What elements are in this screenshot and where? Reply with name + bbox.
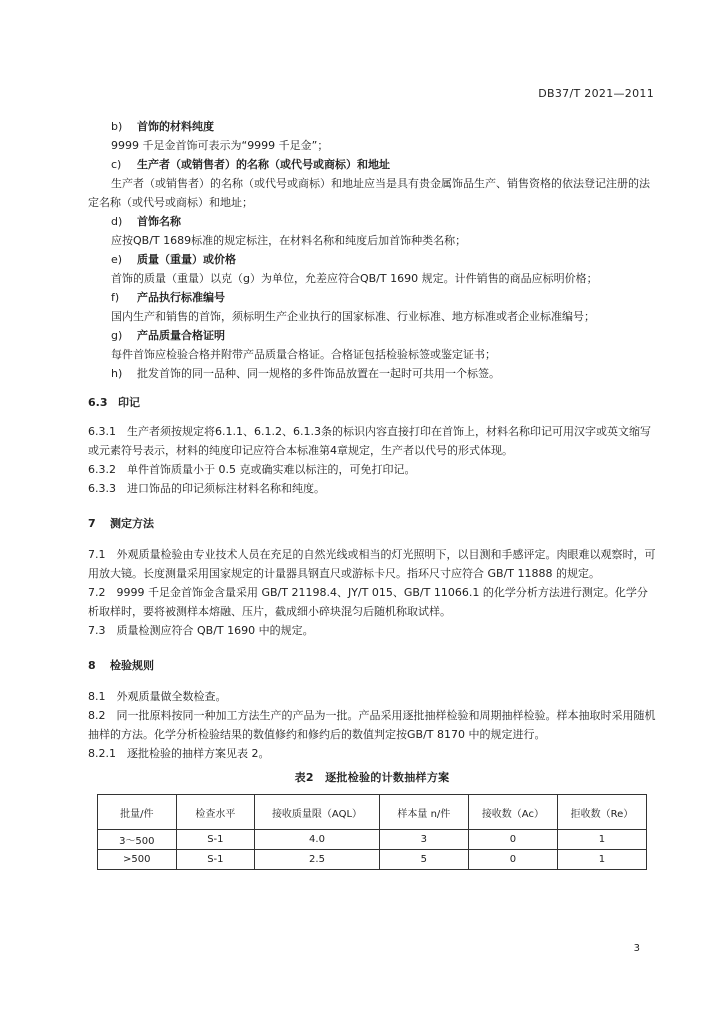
table-cell: 1 xyxy=(557,850,646,870)
table-header-row xyxy=(98,795,647,830)
table-header-cell: 批量/件 xyxy=(98,795,177,830)
table-cell: 5 xyxy=(379,850,468,870)
list-item-f: f) 产品执行标准编号 xyxy=(111,291,225,304)
table-cell: S-1 xyxy=(176,830,255,850)
list-text-f: 国内生产和销售的首饰，须标明生产企业执行的国家标准、行业标准、地方标准或者企业标准编号； xyxy=(111,310,595,323)
table-title: 表2 逐批检验的计数抽样方案 xyxy=(294,771,450,784)
section-heading-8: 8 检验规则 xyxy=(88,659,154,672)
table-header-cell: 接收数（Ac） xyxy=(468,795,557,830)
clause-8-2-1: 8.2.1 逐批检验的抽样方案见表 2。 xyxy=(88,747,270,760)
section-heading-7: 7 测定方法 xyxy=(88,517,154,530)
table-cell: 4.0 xyxy=(255,830,380,850)
list-text-b: 9999 千足金首饰可表示为“9999 千足金”； xyxy=(111,139,329,152)
list-text-c: 生产者（或销售者）的名称（或代号或商标）和地址应当是具有贵金属饰品生产、销售资格的依法登记注册的法定名称（或代号或商标）和地址； xyxy=(88,177,650,209)
list-item-b: b) 首饰的材料纯度 xyxy=(111,120,214,133)
table-header-cell: 检查水平 xyxy=(176,795,255,830)
section-heading-6-3: 6.3 印记 xyxy=(88,396,140,409)
table-cell: 2.5 xyxy=(255,850,380,870)
table-row xyxy=(98,850,647,870)
table-cell: 1 xyxy=(557,830,646,850)
table-cell: 3～500 xyxy=(98,830,177,850)
table-header-cell: 样本量 n/件 xyxy=(379,795,468,830)
table-cell: S-1 xyxy=(176,850,255,870)
page-number: 3 xyxy=(633,943,640,954)
clause-8-1: 8.1 外观质量做全数检查。 xyxy=(88,690,227,703)
document-code: DB37/T 2021—2011 xyxy=(538,87,654,100)
page-content xyxy=(88,117,656,870)
list-text-g: 每件首饰应检验合格并附带产品质量合格证。合格证包括检验标签或鉴定证书； xyxy=(111,348,496,361)
table-cell: 0 xyxy=(468,850,557,870)
clause-6-3-2: 6.3.2 单件首饰质量小于 0.5 克或确实难以标注的，可免打印记。 xyxy=(88,463,416,476)
clause-7-1: 7.1 外观质量检验由专业技术人员在充足的自然光线或相当的灯光照明下，以目测和手感评定。肉眼难以观察时，可用放大镜。长度测量采用国家规定的计量器具钢直尺或游标卡尺。指环尺寸应符合 GB/T 11888 的规定。 xyxy=(88,548,656,580)
table-header-cell: 接收质量限（AQL） xyxy=(255,795,380,830)
clause-6-3-3: 6.3.3 进口饰品的印记须标注材料名称和纯度。 xyxy=(88,482,325,495)
clause-6-3-1: 6.3.1 生产者须按规定将6.1.1、6.1.2、6.1.3条的标识内容直接打印在首饰上，材料名称印记可用汉字或英文缩写或元素符号表示，材料的纯度印记应符合本标准第4章规定，生产者以代号的形式体现。 xyxy=(88,425,651,457)
clause-8-2: 8.2 同一批原料按同一种加工方法生产的产品为一批。产品采用逐批抽样检验和周期抽样检验。样本抽取时采用随机抽样的方法。化学分析检验结果的数值修约和修约后的数值判定按GB/T 8170 中的规定进行。 xyxy=(88,709,656,741)
list-item-d: d) 首饰名称 xyxy=(111,215,181,228)
list-item-g: g) 产品质量合格证明 xyxy=(111,329,225,342)
list-item-e: e) 质量（重量）或价格 xyxy=(111,253,236,266)
sampling-table xyxy=(97,794,647,870)
table-cell: 3 xyxy=(379,830,468,850)
clause-7-3: 7.3 质量检测应符合 QB/T 1690 中的规定。 xyxy=(88,624,314,637)
list-item-h: h) 批发首饰的同一品种、同一规格的多件饰品放置在一起时可共用一个标签。 xyxy=(111,367,500,380)
table-cell: 0 xyxy=(468,830,557,850)
table-header-cell: 拒收数（Re） xyxy=(557,795,646,830)
table-cell: >500 xyxy=(98,850,177,870)
list-text-e: 首饰的质量（重量）以克（g）为单位，允差应符合QB/T 1690 规定。计件销售的商品应标明价格； xyxy=(111,272,598,285)
list-text-d: 应按QB/T 1689标准的规定标注，在材料名称和纯度后加首饰种类名称； xyxy=(111,234,467,247)
clause-7-2: 7.2 9999 千足金首饰金含量采用 GB/T 21198.4、JY/T 015、GB/T 11066.1 的化学分析方法进行测定。化学分析取样时，要将被测样本熔融、压片，截成细小碎块混匀后随机称取试样。 xyxy=(88,586,648,618)
list-item-c: c) 生产者（或销售者）的名称（或代号或商标）和地址 xyxy=(111,158,390,171)
table-row xyxy=(98,830,647,850)
